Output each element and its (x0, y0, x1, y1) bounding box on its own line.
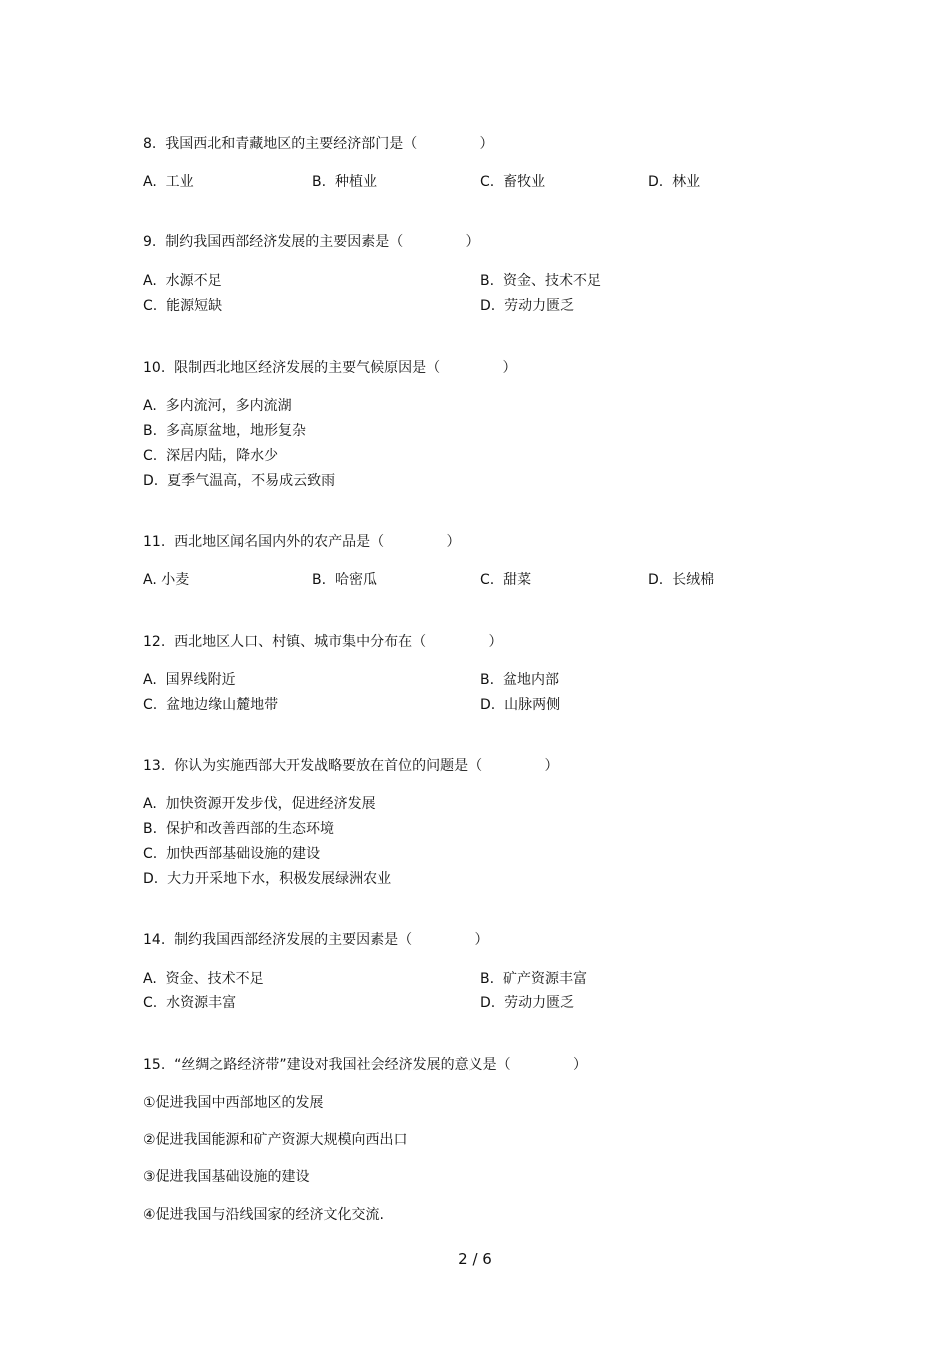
q15-item-1: ①促进我国中西部地区的发展 (143, 1095, 324, 1111)
q12-option-c[interactable]: C. 盆地边缘山麓地带 (143, 697, 279, 713)
q9-stem: 9. 制约我国西部经济发展的主要因素是（ ） (143, 234, 480, 250)
q8-option-a[interactable]: A. 工业 (143, 174, 194, 190)
q11-stem: 11. 西北地区闻名国内外的农产品是（ ） (143, 534, 461, 550)
q13-option-a[interactable]: A. 加快资源开发步伐，促进经济发展 (143, 796, 376, 812)
q9-option-b[interactable]: B. 资金、技术不足 (480, 273, 601, 289)
q15-item-4: ④促进我国与沿线国家的经济文化交流. (143, 1207, 384, 1223)
q13-option-d[interactable]: D. 大力开采地下水，积极发展绿洲农业 (143, 871, 392, 887)
q10-stem: 10. 限制西北地区经济发展的主要气候原因是（ ） (143, 360, 517, 376)
q13-option-c[interactable]: C. 加快西部基础设施的建设 (143, 846, 321, 862)
q11-option-d[interactable]: D. 长绒棉 (648, 572, 715, 588)
q12-option-a[interactable]: A. 国界线附近 (143, 672, 236, 688)
q15-stem: 15. “丝绸之路经济带”建设对我国社会经济发展的意义是（ ） (143, 1057, 587, 1073)
q10-option-a[interactable]: A. 多内流河，多内流湖 (143, 398, 292, 414)
q8-stem: 8. 我国西北和青藏地区的主要经济部门是（ ） (143, 136, 494, 152)
q10-option-c[interactable]: C. 深居内陆，降水少 (143, 448, 279, 464)
q14-option-b[interactable]: B. 矿产资源丰富 (480, 971, 587, 987)
q11-option-b[interactable]: B. 哈密瓜 (312, 572, 377, 588)
q10-option-d[interactable]: D. 夏季气温高，不易成云致雨 (143, 473, 336, 489)
q11-option-c[interactable]: C. 甜菜 (480, 572, 532, 588)
q10-option-b[interactable]: B. 多高原盆地，地形复杂 (143, 423, 306, 439)
page-number: 2 / 6 (458, 1250, 492, 1268)
q14-stem: 14. 制约我国西部经济发展的主要因素是（ ） (143, 932, 489, 948)
q9-option-c[interactable]: C. 能源短缺 (143, 298, 223, 314)
q9-option-d[interactable]: D. 劳动力匮乏 (480, 298, 575, 314)
q12-stem: 12. 西北地区人口、村镇、城市集中分布在（ ） (143, 634, 503, 650)
q13-option-b[interactable]: B. 保护和改善西部的生态环境 (143, 821, 334, 837)
q12-option-b[interactable]: B. 盆地内部 (480, 672, 559, 688)
q8-option-c[interactable]: C. 畜牧业 (480, 174, 546, 190)
q9-option-a[interactable]: A. 水源不足 (143, 273, 222, 289)
q12-option-d[interactable]: D. 山脉两侧 (480, 697, 561, 713)
q15-item-2: ②促进我国能源和矿产资源大规模向西出口 (143, 1132, 408, 1148)
q14-option-c[interactable]: C. 水资源丰富 (143, 995, 237, 1011)
q11-option-a[interactable]: A. 小麦 (143, 572, 190, 588)
q14-option-d[interactable]: D. 劳动力匮乏 (480, 995, 575, 1011)
q8-option-b[interactable]: B. 种植业 (312, 174, 377, 190)
q14-option-a[interactable]: A. 资金、技术不足 (143, 971, 264, 987)
q13-stem: 13. 你认为实施西部大开发战略要放在首位的问题是（ ） (143, 758, 559, 774)
q15-item-3: ③促进我国基础设施的建设 (143, 1169, 310, 1185)
q8-option-d[interactable]: D. 林业 (648, 174, 701, 190)
